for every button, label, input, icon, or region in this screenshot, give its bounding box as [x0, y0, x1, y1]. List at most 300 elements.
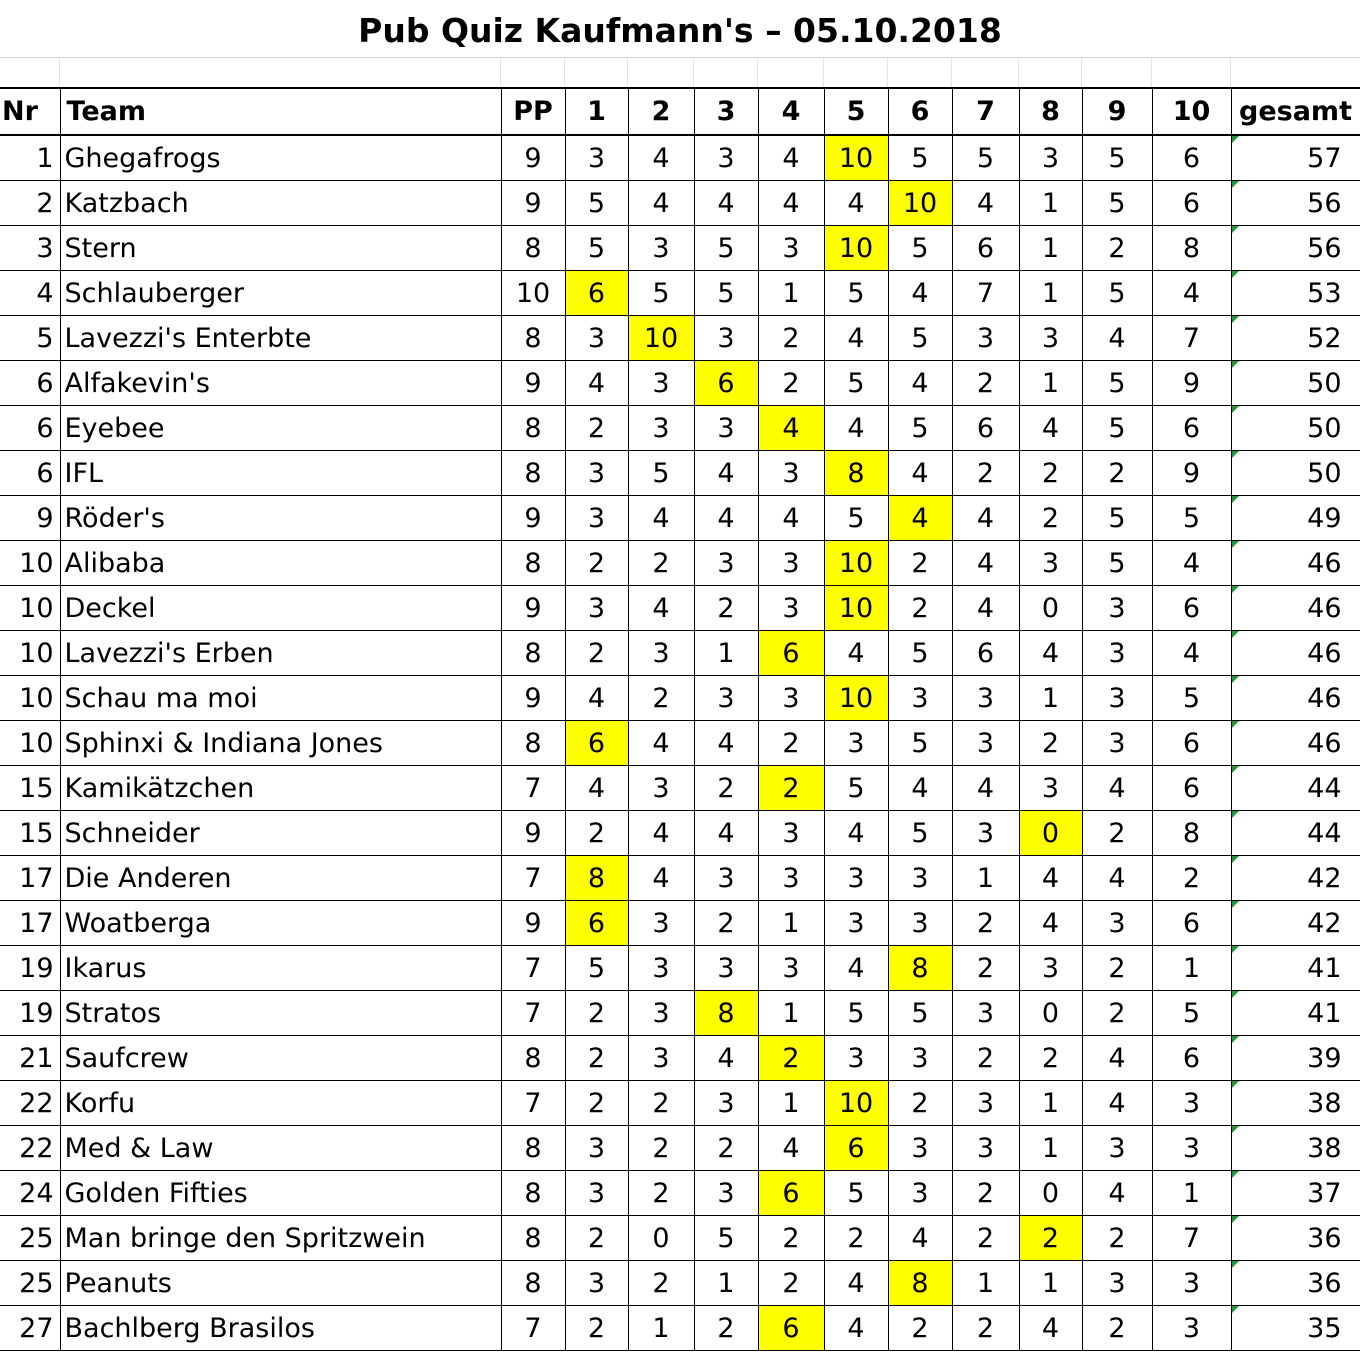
cell-round-8[interactable]: 2: [1019, 1216, 1082, 1261]
cell-round-9[interactable]: 5: [1082, 271, 1152, 316]
cell-round-4[interactable]: 4: [758, 496, 824, 541]
header-nr[interactable]: Nr: [0, 89, 60, 135]
cell-round-4[interactable]: 1: [758, 991, 824, 1036]
cell-team[interactable]: Korfu: [60, 1081, 501, 1126]
cell-round-7[interactable]: 1: [952, 856, 1019, 901]
cell-round-6[interactable]: 5: [888, 226, 952, 271]
cell-round-3[interactable]: 4: [694, 496, 758, 541]
cell-round-3[interactable]: 1: [694, 631, 758, 676]
cell-round-7[interactable]: 3: [952, 676, 1019, 721]
cell-round-8[interactable]: 1: [1019, 361, 1082, 406]
cell-round-5[interactable]: 6: [824, 1126, 888, 1171]
cell-round-10[interactable]: 6: [1152, 135, 1231, 181]
cell-pp[interactable]: 9: [501, 811, 565, 856]
cell-round-4[interactable]: 4: [758, 1126, 824, 1171]
header-pp[interactable]: PP: [501, 89, 565, 135]
cell-pp[interactable]: 7: [501, 1081, 565, 1126]
cell-round-1[interactable]: 5: [565, 181, 628, 226]
cell-nr[interactable]: 6: [0, 406, 60, 451]
cell-gesamt[interactable]: 46: [1231, 721, 1360, 766]
cell-round-9[interactable]: 5: [1082, 135, 1152, 181]
cell-nr[interactable]: 4: [0, 271, 60, 316]
cell-round-10[interactable]: 7: [1152, 316, 1231, 361]
cell-round-6[interactable]: 2: [888, 541, 952, 586]
cell-team[interactable]: Eyebee: [60, 406, 501, 451]
cell-round-9[interactable]: 4: [1082, 1171, 1152, 1216]
cell-round-5[interactable]: 2: [824, 1216, 888, 1261]
cell-round-8[interactable]: 1: [1019, 1081, 1082, 1126]
cell-pp[interactable]: 8: [501, 226, 565, 271]
cell-round-2[interactable]: 4: [628, 856, 694, 901]
cell-round-10[interactable]: 4: [1152, 631, 1231, 676]
cell-round-3[interactable]: 4: [694, 811, 758, 856]
cell-round-7[interactable]: 2: [952, 451, 1019, 496]
cell-round-1[interactable]: 2: [565, 811, 628, 856]
cell-round-1[interactable]: 5: [565, 946, 628, 991]
cell-round-5[interactable]: 10: [824, 226, 888, 271]
cell-round-9[interactable]: 3: [1082, 631, 1152, 676]
cell-round-10[interactable]: 6: [1152, 766, 1231, 811]
cell-round-3[interactable]: 2: [694, 1126, 758, 1171]
cell-round-6[interactable]: 3: [888, 1171, 952, 1216]
cell-round-1[interactable]: 4: [565, 766, 628, 811]
cell-round-7[interactable]: 7: [952, 271, 1019, 316]
cell-round-6[interactable]: 4: [888, 766, 952, 811]
cell-gesamt[interactable]: 41: [1231, 991, 1360, 1036]
cell-team[interactable]: Die Anderen: [60, 856, 501, 901]
cell-round-2[interactable]: 2: [628, 1126, 694, 1171]
cell-round-10[interactable]: 1: [1152, 946, 1231, 991]
cell-round-7[interactable]: 3: [952, 811, 1019, 856]
cell-round-4[interactable]: 3: [758, 226, 824, 271]
cell-round-9[interactable]: 3: [1082, 901, 1152, 946]
cell-round-8[interactable]: 1: [1019, 676, 1082, 721]
cell-round-9[interactable]: 2: [1082, 1216, 1152, 1261]
cell-round-2[interactable]: 2: [628, 1171, 694, 1216]
cell-round-6[interactable]: 5: [888, 316, 952, 361]
cell-round-3[interactable]: 5: [694, 271, 758, 316]
cell-round-7[interactable]: 1: [952, 1261, 1019, 1306]
cell-round-4[interactable]: 4: [758, 406, 824, 451]
cell-nr[interactable]: 19: [0, 991, 60, 1036]
cell-team[interactable]: Lavezzi's Erben: [60, 631, 501, 676]
cell-team[interactable]: Schneider: [60, 811, 501, 856]
cell-team[interactable]: Golden Fifties: [60, 1171, 501, 1216]
cell-round-5[interactable]: 5: [824, 496, 888, 541]
cell-pp[interactable]: 9: [501, 181, 565, 226]
cell-round-2[interactable]: 3: [628, 946, 694, 991]
cell-round-4[interactable]: 4: [758, 181, 824, 226]
cell-team[interactable]: Med & Law: [60, 1126, 501, 1171]
cell-round-1[interactable]: 2: [565, 1216, 628, 1261]
cell-round-8[interactable]: 3: [1019, 946, 1082, 991]
cell-round-1[interactable]: 2: [565, 631, 628, 676]
cell-round-7[interactable]: 3: [952, 1081, 1019, 1126]
cell-round-5[interactable]: 8: [824, 451, 888, 496]
cell-round-4[interactable]: 2: [758, 1216, 824, 1261]
cell-round-8[interactable]: 3: [1019, 541, 1082, 586]
cell-round-8[interactable]: 2: [1019, 1036, 1082, 1081]
cell-round-4[interactable]: 2: [758, 316, 824, 361]
cell-round-4[interactable]: 1: [758, 271, 824, 316]
cell-round-5[interactable]: 10: [824, 676, 888, 721]
cell-round-1[interactable]: 2: [565, 1036, 628, 1081]
cell-round-1[interactable]: 3: [565, 316, 628, 361]
cell-nr[interactable]: 5: [0, 316, 60, 361]
cell-round-10[interactable]: 4: [1152, 271, 1231, 316]
cell-gesamt[interactable]: 50: [1231, 451, 1360, 496]
cell-round-1[interactable]: 2: [565, 406, 628, 451]
cell-round-6[interactable]: 5: [888, 631, 952, 676]
cell-round-2[interactable]: 5: [628, 271, 694, 316]
cell-round-4[interactable]: 3: [758, 946, 824, 991]
cell-round-7[interactable]: 2: [952, 361, 1019, 406]
cell-round-7[interactable]: 4: [952, 541, 1019, 586]
cell-nr[interactable]: 17: [0, 901, 60, 946]
cell-round-2[interactable]: 1: [628, 1306, 694, 1351]
cell-pp[interactable]: 8: [501, 541, 565, 586]
header-round-7[interactable]: 7: [952, 89, 1019, 135]
cell-round-1[interactable]: 3: [565, 1261, 628, 1306]
cell-round-6[interactable]: 3: [888, 1126, 952, 1171]
cell-nr[interactable]: 24: [0, 1171, 60, 1216]
cell-round-5[interactable]: 5: [824, 991, 888, 1036]
cell-pp[interactable]: 7: [501, 766, 565, 811]
cell-round-9[interactable]: 2: [1082, 1306, 1152, 1351]
cell-round-5[interactable]: 5: [824, 361, 888, 406]
cell-round-6[interactable]: 4: [888, 271, 952, 316]
cell-round-3[interactable]: 3: [694, 406, 758, 451]
cell-round-4[interactable]: 3: [758, 676, 824, 721]
cell-round-2[interactable]: 4: [628, 586, 694, 631]
cell-round-10[interactable]: 5: [1152, 991, 1231, 1036]
cell-round-2[interactable]: 3: [628, 226, 694, 271]
cell-nr[interactable]: 9: [0, 496, 60, 541]
cell-nr[interactable]: 10: [0, 586, 60, 631]
cell-round-5[interactable]: 4: [824, 631, 888, 676]
cell-round-3[interactable]: 3: [694, 541, 758, 586]
cell-nr[interactable]: 10: [0, 541, 60, 586]
cell-nr[interactable]: 21: [0, 1036, 60, 1081]
cell-round-5[interactable]: 5: [824, 766, 888, 811]
cell-round-6[interactable]: 2: [888, 1306, 952, 1351]
cell-round-2[interactable]: 3: [628, 766, 694, 811]
cell-round-9[interactable]: 4: [1082, 1036, 1152, 1081]
cell-round-6[interactable]: 5: [888, 721, 952, 766]
cell-round-6[interactable]: 4: [888, 361, 952, 406]
cell-team[interactable]: Stern: [60, 226, 501, 271]
cell-round-9[interactable]: 2: [1082, 946, 1152, 991]
cell-round-2[interactable]: 3: [628, 1036, 694, 1081]
cell-round-1[interactable]: 4: [565, 361, 628, 406]
cell-team[interactable]: IFL: [60, 451, 501, 496]
cell-round-8[interactable]: 1: [1019, 226, 1082, 271]
header-round-1[interactable]: 1: [565, 89, 628, 135]
cell-gesamt[interactable]: 46: [1231, 541, 1360, 586]
cell-nr[interactable]: 1: [0, 135, 60, 181]
cell-pp[interactable]: 9: [501, 676, 565, 721]
cell-round-10[interactable]: 3: [1152, 1081, 1231, 1126]
cell-round-5[interactable]: 3: [824, 856, 888, 901]
cell-round-5[interactable]: 4: [824, 946, 888, 991]
cell-team[interactable]: Katzbach: [60, 181, 501, 226]
cell-round-7[interactable]: 3: [952, 1126, 1019, 1171]
cell-round-8[interactable]: 3: [1019, 135, 1082, 181]
cell-round-9[interactable]: 5: [1082, 406, 1152, 451]
cell-round-6[interactable]: 3: [888, 676, 952, 721]
cell-round-10[interactable]: 4: [1152, 541, 1231, 586]
cell-round-6[interactable]: 5: [888, 135, 952, 181]
cell-round-3[interactable]: 5: [694, 1216, 758, 1261]
cell-round-5[interactable]: 4: [824, 1306, 888, 1351]
cell-round-1[interactable]: 3: [565, 586, 628, 631]
cell-nr[interactable]: 10: [0, 721, 60, 766]
cell-round-7[interactable]: 3: [952, 316, 1019, 361]
cell-round-4[interactable]: 2: [758, 766, 824, 811]
cell-round-10[interactable]: 5: [1152, 676, 1231, 721]
cell-round-6[interactable]: 8: [888, 946, 952, 991]
cell-pp[interactable]: 10: [501, 271, 565, 316]
cell-round-6[interactable]: 10: [888, 181, 952, 226]
cell-gesamt[interactable]: 46: [1231, 676, 1360, 721]
cell-pp[interactable]: 7: [501, 991, 565, 1036]
cell-round-1[interactable]: 6: [565, 271, 628, 316]
cell-round-4[interactable]: 2: [758, 1036, 824, 1081]
cell-round-8[interactable]: 1: [1019, 1126, 1082, 1171]
cell-round-1[interactable]: 6: [565, 901, 628, 946]
cell-round-1[interactable]: 4: [565, 676, 628, 721]
cell-round-8[interactable]: 0: [1019, 586, 1082, 631]
cell-round-4[interactable]: 2: [758, 721, 824, 766]
cell-round-2[interactable]: 3: [628, 631, 694, 676]
cell-round-5[interactable]: 4: [824, 181, 888, 226]
cell-nr[interactable]: 19: [0, 946, 60, 991]
cell-round-5[interactable]: 4: [824, 406, 888, 451]
cell-nr[interactable]: 2: [0, 181, 60, 226]
cell-pp[interactable]: 7: [501, 856, 565, 901]
cell-round-9[interactable]: 3: [1082, 676, 1152, 721]
cell-gesamt[interactable]: 50: [1231, 406, 1360, 451]
cell-round-8[interactable]: 0: [1019, 991, 1082, 1036]
cell-nr[interactable]: 17: [0, 856, 60, 901]
cell-gesamt[interactable]: 56: [1231, 226, 1360, 271]
cell-gesamt[interactable]: 44: [1231, 766, 1360, 811]
cell-round-9[interactable]: 4: [1082, 766, 1152, 811]
cell-round-7[interactable]: 2: [952, 1216, 1019, 1261]
cell-round-8[interactable]: 1: [1019, 181, 1082, 226]
cell-round-5[interactable]: 3: [824, 721, 888, 766]
header-round-2[interactable]: 2: [628, 89, 694, 135]
cell-round-6[interactable]: 2: [888, 1081, 952, 1126]
cell-round-1[interactable]: 5: [565, 226, 628, 271]
cell-round-1[interactable]: 3: [565, 135, 628, 181]
cell-gesamt[interactable]: 38: [1231, 1126, 1360, 1171]
cell-round-9[interactable]: 2: [1082, 451, 1152, 496]
cell-pp[interactable]: 8: [501, 451, 565, 496]
cell-round-3[interactable]: 2: [694, 586, 758, 631]
cell-round-7[interactable]: 2: [952, 946, 1019, 991]
cell-round-4[interactable]: 3: [758, 451, 824, 496]
cell-gesamt[interactable]: 57: [1231, 135, 1360, 181]
cell-nr[interactable]: 22: [0, 1126, 60, 1171]
cell-round-2[interactable]: 4: [628, 811, 694, 856]
cell-round-3[interactable]: 4: [694, 1036, 758, 1081]
cell-round-8[interactable]: 4: [1019, 406, 1082, 451]
cell-round-10[interactable]: 3: [1152, 1306, 1231, 1351]
cell-round-8[interactable]: 2: [1019, 496, 1082, 541]
header-round-6[interactable]: 6: [888, 89, 952, 135]
cell-pp[interactable]: 8: [501, 1126, 565, 1171]
cell-round-10[interactable]: 8: [1152, 811, 1231, 856]
cell-pp[interactable]: 8: [501, 1216, 565, 1261]
cell-team[interactable]: Ghegafrogs: [60, 135, 501, 181]
cell-round-4[interactable]: 1: [758, 1081, 824, 1126]
cell-team[interactable]: Woatberga: [60, 901, 501, 946]
cell-gesamt[interactable]: 37: [1231, 1171, 1360, 1216]
cell-round-10[interactable]: 6: [1152, 406, 1231, 451]
header-round-10[interactable]: 10: [1152, 89, 1231, 135]
cell-round-5[interactable]: 3: [824, 1036, 888, 1081]
cell-round-7[interactable]: 6: [952, 406, 1019, 451]
cell-round-3[interactable]: 2: [694, 901, 758, 946]
cell-round-9[interactable]: 4: [1082, 856, 1152, 901]
header-gesamt[interactable]: gesamt: [1231, 89, 1360, 135]
cell-pp[interactable]: 9: [501, 135, 565, 181]
cell-team[interactable]: Bachlberg Brasilos: [60, 1306, 501, 1351]
cell-gesamt[interactable]: 39: [1231, 1036, 1360, 1081]
cell-nr[interactable]: 3: [0, 226, 60, 271]
cell-team[interactable]: Alfakevin's: [60, 361, 501, 406]
cell-round-3[interactable]: 4: [694, 451, 758, 496]
cell-gesamt[interactable]: 49: [1231, 496, 1360, 541]
cell-round-3[interactable]: 8: [694, 991, 758, 1036]
cell-round-3[interactable]: 2: [694, 1306, 758, 1351]
cell-round-6[interactable]: 4: [888, 451, 952, 496]
cell-gesamt[interactable]: 35: [1231, 1306, 1360, 1351]
cell-nr[interactable]: 15: [0, 766, 60, 811]
cell-round-7[interactable]: 3: [952, 991, 1019, 1036]
cell-round-4[interactable]: 6: [758, 1171, 824, 1216]
cell-round-3[interactable]: 6: [694, 361, 758, 406]
cell-round-6[interactable]: 4: [888, 496, 952, 541]
cell-round-1[interactable]: 2: [565, 541, 628, 586]
cell-round-7[interactable]: 4: [952, 766, 1019, 811]
cell-round-2[interactable]: 2: [628, 1261, 694, 1306]
cell-team[interactable]: Stratos: [60, 991, 501, 1036]
cell-round-9[interactable]: 2: [1082, 991, 1152, 1036]
cell-round-5[interactable]: 4: [824, 316, 888, 361]
cell-round-9[interactable]: 5: [1082, 181, 1152, 226]
cell-pp[interactable]: 8: [501, 406, 565, 451]
cell-round-7[interactable]: 5: [952, 135, 1019, 181]
cell-round-1[interactable]: 3: [565, 1126, 628, 1171]
cell-pp[interactable]: 7: [501, 946, 565, 991]
cell-gesamt[interactable]: 42: [1231, 856, 1360, 901]
cell-round-6[interactable]: 5: [888, 811, 952, 856]
cell-pp[interactable]: 8: [501, 1261, 565, 1306]
cell-gesamt[interactable]: 52: [1231, 316, 1360, 361]
cell-team[interactable]: Alibaba: [60, 541, 501, 586]
cell-round-4[interactable]: 6: [758, 631, 824, 676]
cell-round-4[interactable]: 3: [758, 811, 824, 856]
cell-round-4[interactable]: 3: [758, 586, 824, 631]
cell-round-8[interactable]: 1: [1019, 1261, 1082, 1306]
cell-round-9[interactable]: 3: [1082, 1126, 1152, 1171]
cell-round-2[interactable]: 3: [628, 406, 694, 451]
cell-round-2[interactable]: 4: [628, 135, 694, 181]
cell-round-5[interactable]: 5: [824, 1171, 888, 1216]
cell-round-7[interactable]: 3: [952, 721, 1019, 766]
cell-nr[interactable]: 15: [0, 811, 60, 856]
cell-round-6[interactable]: 3: [888, 1036, 952, 1081]
cell-round-8[interactable]: 2: [1019, 451, 1082, 496]
cell-round-6[interactable]: 3: [888, 856, 952, 901]
cell-pp[interactable]: 7: [501, 1306, 565, 1351]
cell-round-5[interactable]: 10: [824, 135, 888, 181]
cell-round-7[interactable]: 6: [952, 226, 1019, 271]
cell-round-6[interactable]: 5: [888, 406, 952, 451]
cell-round-3[interactable]: 3: [694, 946, 758, 991]
cell-round-3[interactable]: 5: [694, 226, 758, 271]
cell-round-9[interactable]: 2: [1082, 811, 1152, 856]
empty-spacer-row[interactable]: [0, 58, 1360, 89]
cell-round-4[interactable]: 6: [758, 1306, 824, 1351]
cell-round-10[interactable]: 9: [1152, 451, 1231, 496]
cell-round-9[interactable]: 3: [1082, 1261, 1152, 1306]
cell-nr[interactable]: 25: [0, 1216, 60, 1261]
cell-pp[interactable]: 9: [501, 361, 565, 406]
header-round-9[interactable]: 9: [1082, 89, 1152, 135]
cell-round-7[interactable]: 4: [952, 181, 1019, 226]
cell-pp[interactable]: 8: [501, 1036, 565, 1081]
cell-round-10[interactable]: 6: [1152, 586, 1231, 631]
cell-team[interactable]: Sphinxi & Indiana Jones: [60, 721, 501, 766]
cell-round-5[interactable]: 4: [824, 1261, 888, 1306]
cell-round-4[interactable]: 1: [758, 901, 824, 946]
cell-team[interactable]: Schlauberger: [60, 271, 501, 316]
cell-gesamt[interactable]: 38: [1231, 1081, 1360, 1126]
cell-pp[interactable]: 8: [501, 721, 565, 766]
cell-round-10[interactable]: 8: [1152, 226, 1231, 271]
cell-round-1[interactable]: 8: [565, 856, 628, 901]
cell-gesamt[interactable]: 50: [1231, 361, 1360, 406]
cell-round-1[interactable]: 3: [565, 496, 628, 541]
cell-round-7[interactable]: 2: [952, 1036, 1019, 1081]
cell-team[interactable]: Saufcrew: [60, 1036, 501, 1081]
cell-team[interactable]: Schau ma moi: [60, 676, 501, 721]
cell-round-1[interactable]: 3: [565, 1171, 628, 1216]
cell-round-5[interactable]: 5: [824, 271, 888, 316]
cell-pp[interactable]: 8: [501, 1171, 565, 1216]
cell-round-8[interactable]: 4: [1019, 901, 1082, 946]
cell-round-2[interactable]: 0: [628, 1216, 694, 1261]
cell-round-9[interactable]: 5: [1082, 541, 1152, 586]
cell-nr[interactable]: 6: [0, 451, 60, 496]
cell-round-9[interactable]: 4: [1082, 316, 1152, 361]
cell-round-2[interactable]: 5: [628, 451, 694, 496]
cell-round-9[interactable]: 2: [1082, 226, 1152, 271]
cell-round-7[interactable]: 2: [952, 1171, 1019, 1216]
cell-pp[interactable]: 9: [501, 901, 565, 946]
header-round-8[interactable]: 8: [1019, 89, 1082, 135]
cell-pp[interactable]: 8: [501, 316, 565, 361]
cell-round-7[interactable]: 6: [952, 631, 1019, 676]
cell-round-4[interactable]: 2: [758, 1261, 824, 1306]
cell-round-7[interactable]: 2: [952, 1306, 1019, 1351]
cell-round-10[interactable]: 3: [1152, 1126, 1231, 1171]
cell-team[interactable]: Deckel: [60, 586, 501, 631]
cell-round-7[interactable]: 4: [952, 586, 1019, 631]
